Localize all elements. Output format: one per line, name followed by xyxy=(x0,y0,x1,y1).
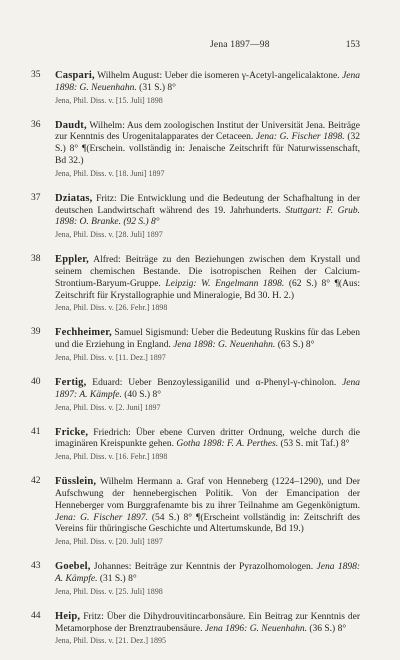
dissertation-note: Jena, Phil. Diss. v. [11. Dez.] 1897 xyxy=(55,352,166,362)
dissertation-title: Beiträge zur Kenntnis der Pyrazolhomologen. xyxy=(134,562,314,573)
entry-text xyxy=(55,561,360,586)
bibliography-entry xyxy=(31,610,361,647)
entry-text xyxy=(55,193,360,229)
running-title: Jena 1897—98 xyxy=(210,40,270,50)
dissertation-note: Jena, Phil. Diss. v. [28. Juli] 1897 xyxy=(55,230,163,240)
dissertation-title: Über die Dihydrouvitincarbonsäure. Ein Beitrag zur Kenntnis der Metamorphose der Brenztraubensäure. xyxy=(55,611,361,634)
bibliography-entry xyxy=(31,426,361,463)
entry-number: 42 xyxy=(31,476,41,487)
author-given-names: Wilhelm: xyxy=(89,120,125,131)
author-surname: Eppler, xyxy=(55,254,89,266)
bibliography-entry xyxy=(31,561,360,597)
entry-number: 40 xyxy=(31,376,41,387)
extent: (62 S.) 8° ¶(Aus: Zeitschrift für Krystallographie und Mineralogie, Bd 30. H. 2.) xyxy=(55,278,361,301)
author-given-names: Wilhelm Hermann a. Graf von Henneberg xyxy=(100,477,269,488)
author-surname: Goebel, xyxy=(55,561,91,573)
author-given-names: Johannes: xyxy=(93,562,132,573)
entry-number: 35 xyxy=(31,70,41,80)
imprint: Leipzig: W. Engelmann 1898. xyxy=(165,278,285,289)
entry-number: 41 xyxy=(31,426,41,437)
dissertation-title: (1224–1290), und Der Aufschwung der hennebergischen Politik. Von der Emancipation der Henneberger vom Burggrafenamte bis zu ihrer Teilnahme am Gegenkönigtum. xyxy=(55,477,360,511)
imprint: Jena 1897: A. Kämpfe. xyxy=(55,377,361,400)
dissertation-title: Über ebene Curven dritter Ordnung, welche durch die imaginären Kreispunkte gehen. xyxy=(55,427,361,450)
dissertation-note: Jena, Phil. Diss. v. [18. Juni] 1897 xyxy=(55,168,165,178)
dissertation-title: Ueber die Bedeutung Ruskins für das Leben und die Erziehung in England. xyxy=(55,328,360,351)
extent: (36 S.) 8° xyxy=(309,623,347,634)
extent: (53 S. mit Taf.) 8° xyxy=(280,439,350,450)
author-given-names: Friedrich: xyxy=(93,427,131,438)
imprint: Jena 1898: A. Kämpfe. xyxy=(55,562,360,584)
entry-text xyxy=(55,377,360,402)
author-surname: Füsslein, xyxy=(55,476,97,488)
author-surname: Fertig, xyxy=(55,376,87,388)
author-given-names: Eduard: xyxy=(92,377,123,388)
entry-text xyxy=(55,476,360,536)
bibliography-entry xyxy=(31,254,361,313)
bibliography-entry xyxy=(31,119,360,179)
author-surname: Daudt, xyxy=(55,119,87,131)
author-given-names: Wilhelm August: xyxy=(97,71,163,81)
entry-text xyxy=(55,611,360,636)
bibliography-entry xyxy=(31,192,361,240)
entry-text xyxy=(55,70,360,95)
bibliography-entry xyxy=(31,70,360,106)
entry-text xyxy=(55,120,360,168)
extent: (40 S.) 8° xyxy=(124,389,162,400)
extent: (63 S.) 8° xyxy=(277,340,315,351)
imprint: Jena: G. Fischer 1897. xyxy=(55,512,148,523)
author-given-names: Fritz: xyxy=(83,611,104,622)
entry-text xyxy=(55,254,360,302)
entry-number: 39 xyxy=(31,327,41,338)
imprint: Jena 1898: G. Neuenhahn. xyxy=(173,340,276,351)
entry-number: 36 xyxy=(31,119,41,130)
extent: (54 S.) 8° ¶(Erscheint vollständig in: Zeitschrift des Vereins für thüringische Geschichte und Altertumskunde, Bd 19.) xyxy=(55,512,360,535)
entry-number: 44 xyxy=(31,610,41,621)
entry-number: 37 xyxy=(31,192,41,203)
entry-text xyxy=(55,427,360,452)
author-given-names: Samuel Sigismund: xyxy=(114,328,189,339)
dissertation-note: Jena, Phil. Diss. v. [25. Juli] 1898 xyxy=(55,586,163,596)
dissertation-note: Jena, Phil. Diss. v. [15. Juli] 1898 xyxy=(55,95,163,105)
imprint: Jena 1898: G. Neuenhahn. xyxy=(55,71,360,93)
author-given-names: Fritz: xyxy=(96,193,117,204)
dissertation-title: Ueber die isomeren γ-Acetyl-angelicalaktone. xyxy=(164,71,340,81)
imprint: Gotha 1898: F. A. Perthes. xyxy=(176,439,279,450)
author-given-names: Alfred: xyxy=(93,255,121,266)
imprint: Stuttgart: F. Grub. 1898: O. Branke. (92 S.) 8° xyxy=(55,205,361,228)
page-header xyxy=(0,40,400,54)
entry-number: 43 xyxy=(31,561,41,572)
bibliography-list xyxy=(31,70,361,660)
bibliography-entry xyxy=(31,476,360,547)
dissertation-note: Jena, Phil. Diss. v. [21. Dez.] 1895 xyxy=(55,636,167,646)
author-surname: Fechheimer, xyxy=(55,327,112,339)
imprint: Jena 1896: G. Neuenhahn. xyxy=(204,623,307,634)
imprint: Jena: G. Fischer 1898. xyxy=(255,132,345,143)
entry-text xyxy=(55,327,360,352)
dissertation-title: Die Entwicklung und die Bedeutung der Schafhaltung in der deutschen Landwirtschaft während des 19. Jahrhunderts. xyxy=(55,193,361,216)
dissertation-note: Jena, Phil. Diss. v. [16. Febr.] 1898 xyxy=(55,452,168,462)
dissertation-note: Jena, Phil. Diss. v. [20. Juli] 1897 xyxy=(55,537,163,547)
dissertation-title: Ueber Benzoylessiganilid und α-Phenyl-γ-chinolon. xyxy=(128,377,337,388)
dissertation-note: Jena, Phil. Diss. v. [2. Juni] 1897 xyxy=(55,402,161,412)
bibliography-entry xyxy=(31,376,361,413)
entry-number: 38 xyxy=(31,254,41,265)
dissertation-note: Jena, Phil. Diss. v. [26. Febr.] 1898 xyxy=(55,303,168,313)
dissertation-title: Aus dem zoologischen Institut der Universität Jena. Beiträge zur Kenntnis des Urogenitalapparates der Cetaceen. xyxy=(55,120,360,143)
author-surname: Caspari, xyxy=(55,70,95,81)
author-surname: Heip, xyxy=(55,610,81,622)
dissertation-title: Beiträge zu den Beziehungen zwischen dem Krystall und seinem chemischen Bestande. Die isotropischen Reihen der Calcium-Strontium-Baryum-Gruppe. xyxy=(55,255,361,289)
page-number: 153 xyxy=(345,40,360,50)
extent: (31 S.) 8° xyxy=(99,573,137,584)
extent: (31 S.) 8° xyxy=(139,82,176,93)
author-surname: Dziatas, xyxy=(55,192,93,204)
author-surname: Fricke, xyxy=(55,426,89,438)
bibliography-entry xyxy=(31,327,360,363)
extent: (32 S.) 8° ¶(Erschein. vollständig in: Jenaische Zeitschrift für Naturwissenschaft, Bd 32.) xyxy=(55,132,360,166)
